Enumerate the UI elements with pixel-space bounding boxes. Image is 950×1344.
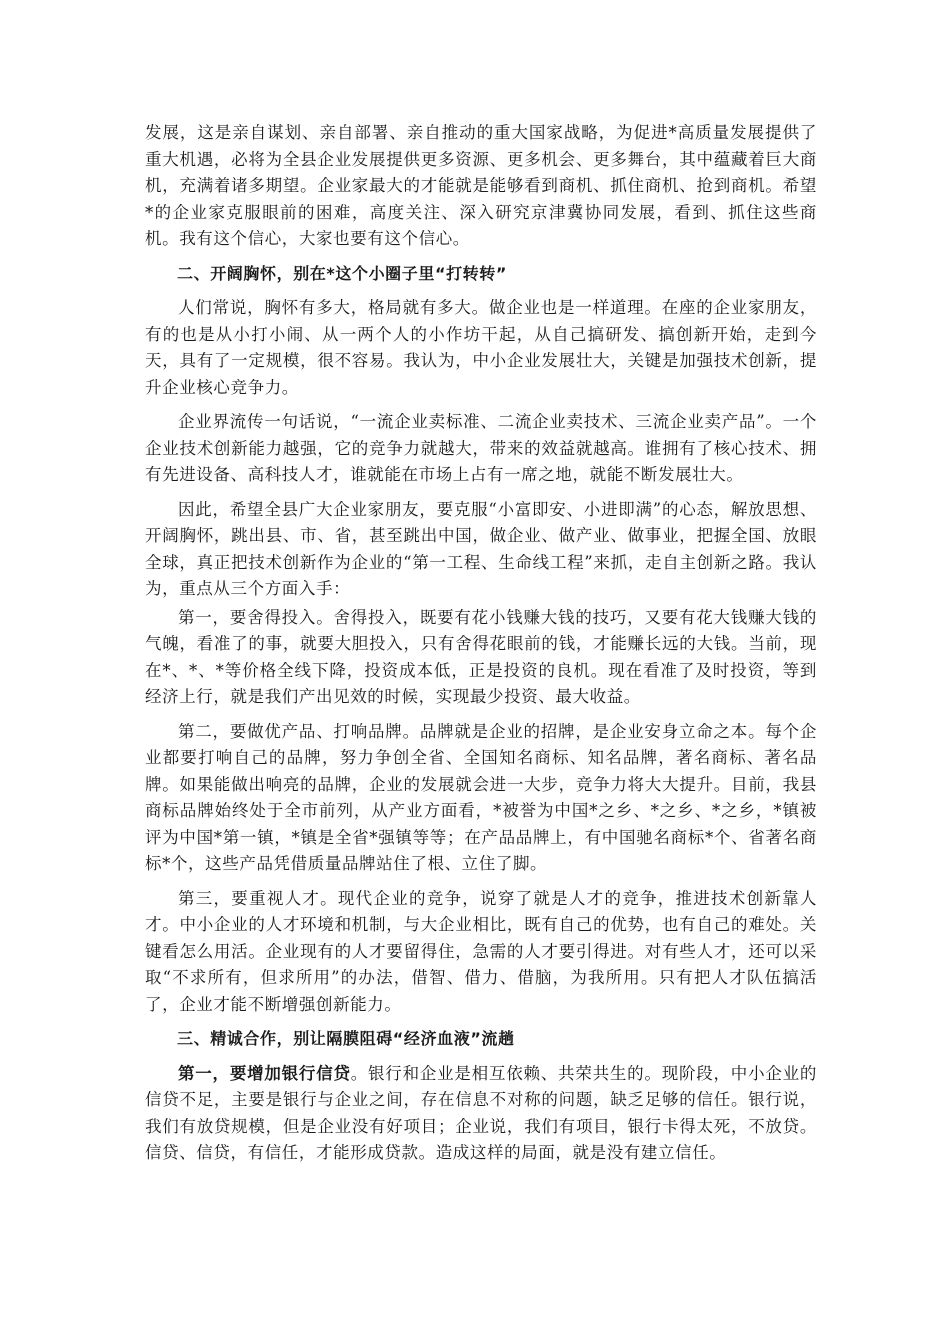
- bold-lead-text: 第一，要增加银行信贷: [178, 1063, 351, 1083]
- paragraph-body-text: 。银行和企业是相互依赖、共荣共生的。现阶段，中小企业的信贷不足，主要是银行与企业之间，存在信息不对称的问题，缺乏足够的信任。银行说，我们有放贷规模，但是企业没有好项目；企业说，我们有项目，银行卡得太死，不放贷。信贷、信贷，有信任，才能形成贷款。造成这样的局面，就是没有建立信任。: [145, 1063, 817, 1162]
- paragraph: 人们常说，胸怀有多大，格局就有多大。做企业也是一样道理。在座的企业家朋友，有的也是从小打小闹、从一两个人的小作坊干起，从自己搞研发、搞创新开始，走到今天，具有了一定规模，很不容易。我认为，中小企业发展壮大，关键是加强技术创新，提升企业核心竞争力。: [145, 298, 817, 397]
- paragraph-continuation: 发展，这是亲自谋划、亲自部署、亲自推动的重大国家战略，为促进*高质量发展提供了重大机遇，必将为全县企业发展提供更多资源、更多机会、更多舞台，其中蕴藏着巨大商机，充满着诸多期望。企业家最大的才能就是能够看到商机、抓住商机、抢到商机。希望*的企业家克服眼前的困难，高度关注、深入研究京津冀协同发展，看到、抓住这些商机。我有这个信心，大家也要有这个信心。: [145, 123, 817, 248]
- paragraph: 第二，要做优产品、打响品牌。品牌就是企业的招牌，是企业安身立命之本。每个企业都要打响自己的品牌，努力争创全省、全国知名商标、知名品牌，著名商标、著名品牌。如果能做出响亮的品牌，企业的发展就会进一大步，竞争力将大大提升。目前，我县商标品牌始终处于全市前列，从产业方面看，*被誉为中国*之乡、*之乡、*之乡，*镇被评为中国*第一镇，*镇是全省*强镇等等；在产品品牌上，有中国驰名商标*个、省著名商标*个，这些产品凭借质量品牌站住了根、立住了脚。: [145, 721, 817, 873]
- paragraph: [145, 1061, 817, 1167]
- section-heading-2: 二、开阔胸怀，别在*这个小圈子里“打转转”: [177, 263, 507, 283]
- paragraph: 因此，希望全县广大企业家朋友，要克服“小富即安、小进即满”的心态，解放思想、开阔胸怀，跳出县、市、省，甚至跳出中国，做企业、做产业、做事业，把握全国、放眼全球，真正把技术创新作为企业的“第一工程、生命线工程”来抓，走自主创新之路。我认为，重点从三个方面入手：: [145, 499, 817, 598]
- paragraph: 第三，要重视人才。现代企业的竞争，说穿了就是人才的竞争，推进技术创新靠人才。中小企业的人才环境和机制，与大企业相比，既有自己的优势，也有自己的难处。关键看怎么用活。企业现有的人才要留得住，急需的人才要引得进。对有些人才，还可以采取“不求所有，但求所用”的办法，借智、借力、借脑，为我所用。只有把人才队伍搞活了，企业才能不断增强创新能力。: [145, 888, 817, 1014]
- paragraph: 第一，要舍得投入。舍得投入，既要有花小钱赚大钱的技巧，又要有花大钱赚大钱的气魄，看准了的事，就要大胆投入，只有舍得花眼前的钱，才能赚长远的大钱。当前，现在*、*、*等价格全线下降，投资成本低，正是投资的良机。现在看准了及时投资，等到经济上行，就是我们产出见效的时候，实现最少投资、最大收益。: [145, 607, 817, 706]
- document-body: [145, 120, 817, 1175]
- paragraph: 企业界流传一句话说，“一流企业卖标准、二流企业卖技术、三流企业卖产品”。一个企业技术创新能力越强，它的竞争力就越大，带来的效益就越高。谁拥有了核心技术、拥有先进设备、高科技人才，谁就能在市场上占有一席之地，就能不断发展壮大。: [145, 412, 817, 484]
- section-heading-3: 三、精诚合作，别让隔膜阻碍“经济血液”流趟: [177, 1029, 515, 1048]
